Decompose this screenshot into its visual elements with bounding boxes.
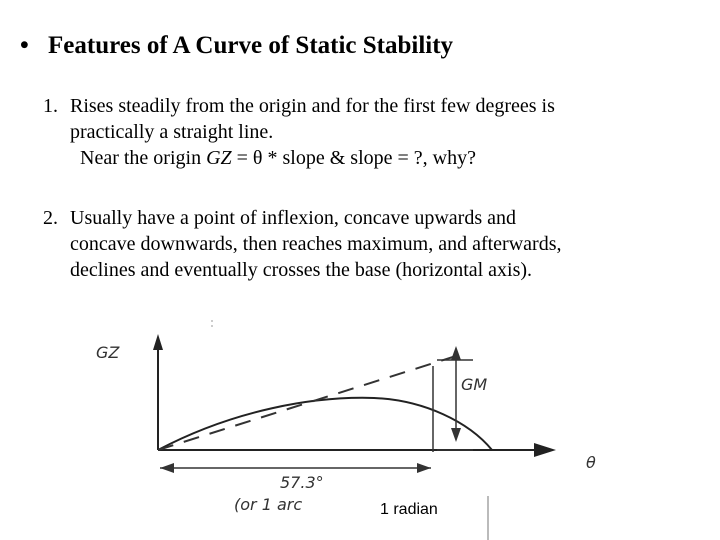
- point-1-line-1: Rises steadily from the origin and for the first few degrees is: [70, 95, 555, 117]
- point-2: [43, 205, 703, 283]
- stability-curve-sketch: [84, 318, 624, 540]
- point-1-line-3: [43, 145, 703, 171]
- angle-label: 57.3°: [280, 473, 324, 492]
- gz-axis-label: GZ: [96, 343, 120, 362]
- gm-arrow-up: [451, 346, 461, 360]
- arc-label: (or 1 arc: [234, 495, 303, 514]
- point-2-line-2: concave downwards, then reaches maximum, and afterwards,: [70, 233, 562, 255]
- point-2-line-3: declines and eventually crosses the base (horizontal axis).: [70, 259, 533, 281]
- x-axis-arrowhead: [534, 443, 556, 457]
- gm-label: GM: [461, 375, 488, 394]
- gz-curve: [158, 398, 492, 450]
- point-2-number: 2.: [43, 207, 58, 229]
- title-text: Features of A Curve of Static Stability: [48, 32, 454, 59]
- angle-arrow-right: [417, 463, 431, 473]
- sketch-axes: [153, 334, 556, 457]
- point-1-line-2: practically a straight line.: [70, 121, 274, 143]
- radian-label: 1 radian: [380, 501, 438, 518]
- angle-arrow-left: [160, 463, 174, 473]
- point-1-number: 1.: [43, 95, 58, 117]
- point-1-line-3-prefix: Near the origin: [80, 147, 207, 169]
- title-bullet: •: [20, 32, 29, 59]
- point-1-line-3-suffix: = θ * slope & slope = ?, why?: [231, 147, 476, 169]
- point-2-line-1: Usually have a point of inflexion, concave upwards and: [70, 207, 516, 229]
- theta-axis-label: θ: [586, 453, 596, 472]
- y-axis-arrowhead: [153, 334, 163, 350]
- gm-arrow-down: [451, 428, 461, 442]
- point-1: [43, 93, 703, 171]
- gz-formula: GZ: [206, 147, 232, 169]
- slide-title: [20, 32, 453, 60]
